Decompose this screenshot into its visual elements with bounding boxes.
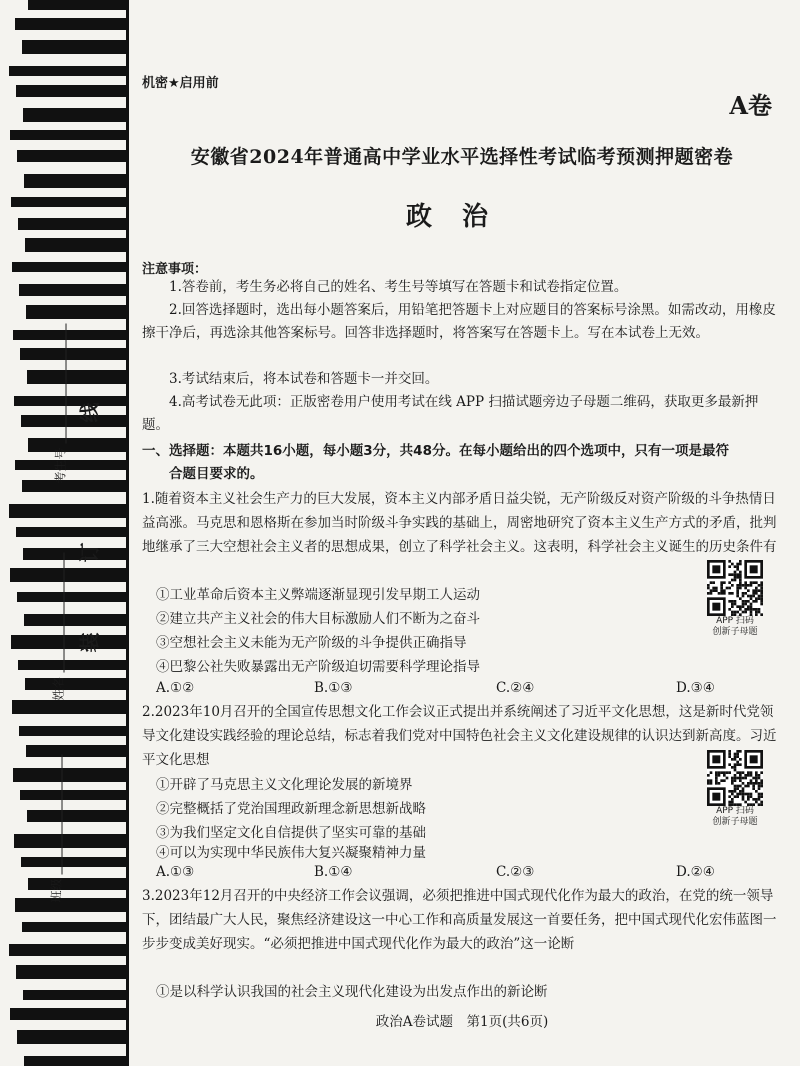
choice-d[interactable]: D.②④ bbox=[676, 864, 715, 880]
choice-c[interactable]: C.②③ bbox=[496, 864, 535, 880]
choice-b[interactable]: B.①③ bbox=[314, 680, 353, 696]
question-1-option: ④巴黎公社失败暴露出无产阶级迫切需要科学理论指导 bbox=[156, 659, 480, 675]
section-line-1: 一、选择题：本题共16小题，每小题3分，共48分。在每小题给出的四个选项中，只有一项是最符 bbox=[142, 443, 729, 459]
question-1-option: ②建立共产主义社会的伟大目标激励人们不断为之奋斗 bbox=[156, 611, 480, 627]
paper-version-tag: A卷 bbox=[729, 91, 772, 120]
note-item: 2.回答选择题时，选出每小题答案后，用铅笔把答题卡上对应题目的答案标号涂黑。如需改动，用橡皮擦干净后，再选涂其他答案标号。回答非选择题时，将答案写在答题卡上。写在本试卷上无效。 bbox=[142, 302, 776, 341]
question-1-qr[interactable] bbox=[704, 560, 766, 638]
class-field[interactable] bbox=[48, 754, 65, 902]
question-2-option: ②完整概括了党治国理政新理念新思想新战略 bbox=[156, 801, 426, 817]
qr-caption: APP 扫码 bbox=[716, 616, 754, 626]
qr-caption: APP 扫码 bbox=[716, 806, 754, 816]
choice-c[interactable]: C.②④ bbox=[496, 680, 535, 696]
exam-page bbox=[142, 0, 782, 1066]
question-2-option: ④可以为实现中华民族伟大复兴凝聚精神力量 bbox=[156, 845, 426, 861]
binding-strip bbox=[0, 0, 128, 1066]
qr-code-icon bbox=[707, 750, 763, 806]
choice-a[interactable]: A.①② bbox=[156, 680, 195, 696]
binding-line bbox=[126, 0, 129, 1066]
qr-caption: 创新子母题 bbox=[712, 627, 758, 637]
question-3-stem: 3.2023年12月召开的中央经济工作会议强调，必须把推进中国式现代化作为最大的政治，在党的统一领导下，团结最广大人民，聚焦经济建设这一中心工作和高质量发展这一首要任务，把中国式现代化宏伟蓝图一步步变成美好现实。“必须把推进中国式现代化作为最大的政治”这一论断 bbox=[142, 888, 777, 952]
question-2-option: ①开辟了马克思主义文化理论发展的新境界 bbox=[156, 777, 413, 793]
name-field[interactable] bbox=[50, 552, 67, 700]
binding-char-ding: 订 bbox=[77, 542, 102, 563]
question-3-option: ①是以科学认识我国的社会主义现代化建设为出发点作出的新论断 bbox=[156, 984, 548, 1000]
question-2-option: ③为我们坚定文化自信提供了坚实可靠的基础 bbox=[156, 825, 426, 841]
question-1-option: ①工业革命后资本主义弊端逐渐显现引发早期工人运动 bbox=[156, 587, 480, 603]
question-1-option: ③空想社会主义未能为无产阶级的斗争提供正确指导 bbox=[156, 635, 467, 651]
subject-title: 政治 bbox=[405, 202, 518, 232]
exam-title: 安徽省2024年普通高中学业水平选择性考试临考预测押题密卷 bbox=[190, 146, 734, 168]
class-label: 班级 bbox=[49, 878, 64, 903]
page-footer: 政治A卷试题 第1页(共6页) bbox=[375, 1014, 549, 1030]
note-item: 1.答卷前，考生务必将自己的姓名、考生号等填写在答题卡和试卷指定位置。 bbox=[169, 279, 628, 295]
question-2-qr[interactable] bbox=[704, 750, 766, 828]
question-2-stem: 2.2023年10月召开的全国宣传思想文化工作会议正式提出并系统阐述了习近平文化思想，这是新时代党领导文化建设实践经验的理论总结，标志着我们党对中国特色社会主义文化建设规律的认识达到新高度。习近平文化思想 bbox=[142, 704, 777, 768]
note-item: 3.考试结束后，将本试卷和答题卡一并交回。 bbox=[169, 371, 439, 387]
binding-char-line: 线 bbox=[77, 402, 102, 423]
choice-d[interactable]: D.③④ bbox=[676, 680, 715, 696]
binding-char-zhuang: 装 bbox=[77, 632, 102, 653]
binding-zebra-pattern bbox=[8, 0, 128, 1066]
confidential-mark: 机密★启用前 bbox=[142, 76, 219, 91]
qr-caption: 创新子母题 bbox=[712, 817, 758, 827]
exam-number-label: 考生号 bbox=[53, 447, 68, 484]
notes-heading: 注意事项： bbox=[142, 262, 208, 277]
name-label: 姓名 bbox=[51, 676, 66, 701]
section-line-2: 合题目要求的。 bbox=[169, 466, 264, 482]
section-heading bbox=[142, 440, 782, 486]
question-1-stem: 1.随着资本主义社会生产力的巨大发展，资本主义内部矛盾日益尖锐，无产阶级反对资产阶级的斗争热情日益高涨。马克思和恩格斯在参加当时阶级斗争实践的基础上，周密地研究了资本主义生产方式的矛盾，批判地继承了三大空想社会主义者的思想成果，创立了科学社会主义。这表明，科学社会主义诞生的历史条件有 bbox=[142, 491, 777, 555]
qr-code-icon bbox=[707, 560, 763, 616]
note-item: 4.高考试卷无此项：正版密卷用户使用考试在线 APP 扫描试题旁边子母题二维码，获取更多最新押题。 bbox=[142, 394, 759, 433]
exam-number-field[interactable] bbox=[52, 323, 69, 483]
choice-a[interactable]: A.①③ bbox=[156, 864, 195, 880]
choice-b[interactable]: B.①④ bbox=[314, 864, 353, 880]
